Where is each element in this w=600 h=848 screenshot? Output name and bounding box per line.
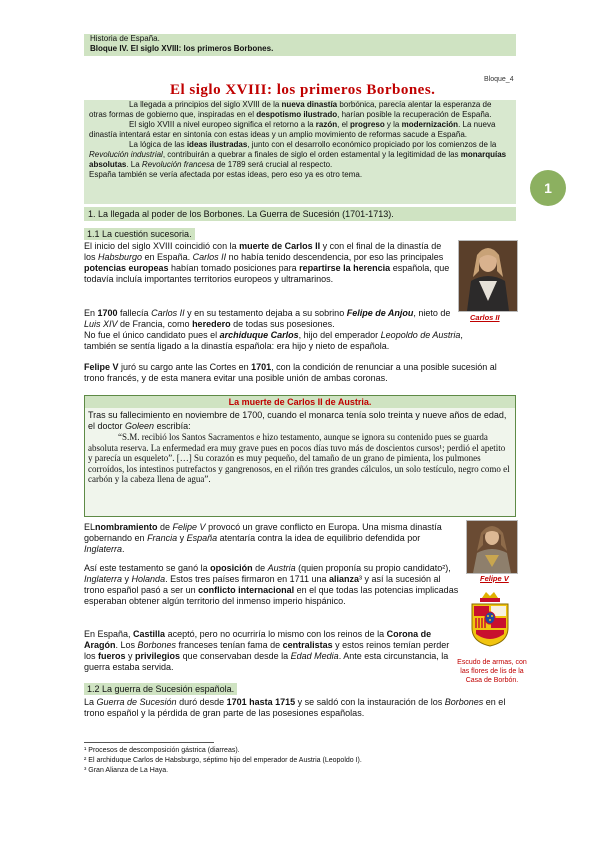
block-title: Bloque IV. El siglo XVIII: los primeros Borbones. — [90, 44, 274, 53]
escudo-caption: Escudo de armas, con las flores de lis de la Casa de Borbón. — [457, 659, 527, 684]
subject-label: Historia de España. — [90, 34, 160, 43]
carlos-ii-caption: Carlos II — [470, 313, 500, 322]
footnote-2: ² El archiduque Carlos de Habsburgo, séptimo hijo del emperador de Austria (Leopoldo I). — [84, 757, 362, 764]
subsection-heading-1-1: 1.1 La cuestión sucesoria. — [84, 228, 195, 240]
footnote-divider — [84, 742, 214, 743]
paragraph-conflicto-3: En España, Castilla aceptó, pero no ocurriría lo mismo con los reinos de la Corona de Aragón. Los Borbones franceses tenían fama de centralistas y estos reinos temían perder los fueros y privilegios que conservaban desde la Edad Media. Ante esta circunstancia, la guerra estaba servida. — [84, 629, 450, 672]
document-header — [84, 34, 516, 56]
felipe-v-caption: Felipe V — [480, 574, 509, 583]
footnote-3: ³ Gran Alianza de La Haya. — [84, 767, 169, 774]
paragraph-sucesion-3: Felipe V juró su cargo ante las Cortes en 1701, con la condición de renunciar a una posible sucesión al trono francés, y de esta manera evitar una posible unión de ambas coronas. — [84, 362, 497, 383]
intro-box — [84, 100, 516, 204]
paragraph-guerra: La Guerra de Sucesión duró desde 1701 hasta 1715 y se saldó con la instauración de los Borbones en el trono español y la pérdida de gran parte de las posesiones españolas. — [84, 697, 506, 718]
paragraph-sucesion-2: En 1700 fallecía Carlos II y en su testamento dejaba a su sobrino Felipe de Anjou, nieto de Luis XIV de Francia, como heredero de todas sus posesiones. No fue el único candidato pues el archiduque Carlos, hijo del emperador Leopoldo de Austria, también se sentía ligado a la dinastía española: era hijo y nieto de española. — [84, 308, 463, 351]
felipe-v-portrait-image — [467, 521, 517, 573]
intro-paragraph-1: La llegada a principios del siglo XVIII de la nueva dinastía borbónica, parecía alentar la esperanza de otras formas de gobierno que, inspiradas en el despotismo ilustrado, harían posible la recuperación de España. — [89, 100, 492, 119]
section-heading-1: 1. La llegada al poder de los Borbones. La Guerra de Sucesión (1701-1713). — [84, 207, 516, 221]
page-title: El siglo XVIII: los primeros Borbones. — [170, 82, 436, 98]
quote-heading: La muerte de Carlos II de Austria. — [85, 396, 515, 408]
paragraph-sucesion-1: El inicio del siglo XVIII coincidió con la muerte de Carlos II y con el final de la dinastía de los Habsburgo en España. Carlos II no había tenido descendencia, por eso las principales potencias europeas habían tomado posiciones para repartirse la herencia española, que todavía incluía importantes territorios europeos y ultramarinos. — [84, 241, 450, 284]
intro-paragraph-4: España también se vería afectada por estas ideas, pero eso ya es otro tema. — [89, 170, 363, 179]
intro-paragraph-3: La lógica de las ideas ilustradas, junto con el desarrollo económico propiciado por los comienzos de la Revolución industrial, contribuirán a quebrar a finales de siglo el orden estamental y la legitimidad de las monarquías absolutas. La Revolución francesa de 1789 será crucial al respecto. — [89, 140, 507, 169]
carlos-ii-portrait-image — [459, 241, 517, 311]
quote-intro: Tras su fallecimiento en noviembre de 1700, cuando el monarca tenía solo treinta y nueve años de edad, el doctor Goleen escribía: — [88, 410, 507, 431]
bloque-tag: Bloque_4 — [484, 76, 514, 83]
felipe-v-portrait — [466, 520, 518, 574]
carlos-ii-portrait — [458, 240, 518, 312]
subsection-heading-1-2: 1.2 La guerra de Sucesión española. — [84, 683, 237, 695]
escudo-de-armas — [468, 590, 512, 648]
paragraph-conflicto-1: ELnombramiento de Felipe V provocó un grave conflicto en Europa. Una misma dinastía gobernando en Francia y España atentaría contra la idea de equilibrio defendida por Inglaterra. — [84, 522, 442, 554]
paragraph-conflicto-2: Así este testamento se ganó la oposición de Austria (quien proponía su propio candidato²), Inglaterra y Holanda. Estos tres países firmaron en 1711 una alianza³ y así la sucesión al trono español pasó a ser un conflicto internacional en el que todas las potencias implicadas esperaban obtener algún territorio del inmenso imperio hispánico. — [84, 563, 459, 606]
coat-of-arms-icon — [468, 590, 512, 648]
intro-paragraph-2: El siglo XVIII a nivel europeo significa el retorno a la razón, el progreso y la modernización. La nueva dinastía intentará estar en sintonía con estas ideas y un amplio movimiento de reformas sacude a España. — [89, 120, 496, 139]
footnote-1: ¹ Procesos de descomposición gástrica (diarreas). — [84, 747, 240, 754]
quote-text: “S.M. recibió los Santos Sacramentos e hizo testamento, aunque se ignora su contenido pues se guarda absoluta reserva. La enfermedad era muy grave pues en pocos días tuvo más de doscientos cursos¹; perdió el apetito y parecía un esqueleto”. […] Su corazón es muy pequeño, del tamaño de un grano de pimienta, los pulmones corroídos, los intestinos putrefactos y gangrenosos, en el riñón tres grandes cálculos, un solo testículo, negro como el carbón y la cabeza llena de agua”. — [88, 432, 510, 484]
page-number-badge: 1 — [530, 170, 566, 206]
